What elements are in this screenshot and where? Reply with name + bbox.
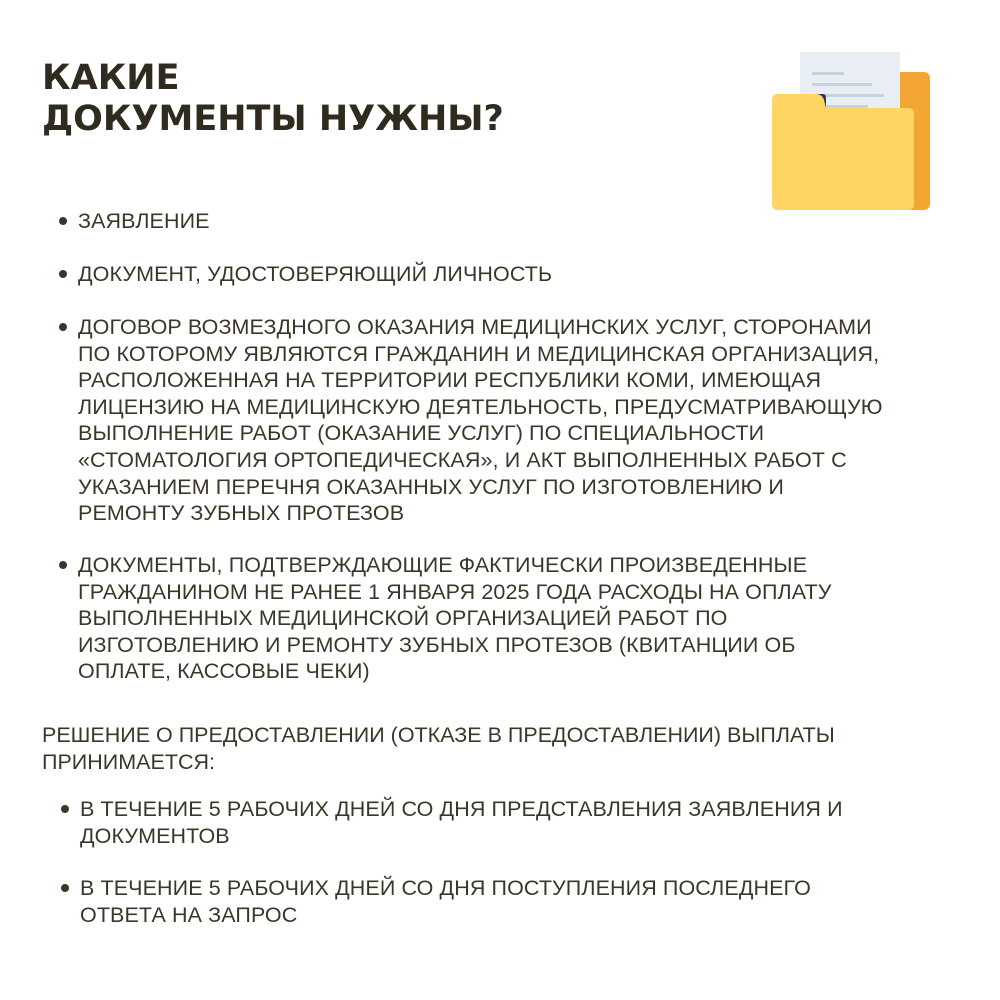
page-title-line-2: ДОКУМЕНТЫ НУЖНЫ? bbox=[42, 99, 504, 139]
bullet-icon bbox=[59, 561, 67, 569]
list-item-text-line: ИЗГОТОВЛЕНИЮ И РЕМОНТУ ЗУБНЫХ ПРОТЕЗОВ (КВИТАНЦИИ ОБ bbox=[78, 632, 796, 657]
list-item-text-line: ДОКУМЕНТОВ bbox=[80, 823, 230, 848]
list-item bbox=[80, 875, 970, 928]
list-item-text-line: ЛИЦЕНЗИЮ НА МЕДИЦИНСКУЮ ДЕЯТЕЛЬНОСТЬ, ПРЕДУСМАТРИВАЮЩУЮ bbox=[78, 394, 883, 419]
decision-heading-line: ПРИНИМАЕТСЯ: bbox=[42, 749, 215, 774]
list-item-text: ДОКУМЕНТ, УДОСТОВЕРЯЮЩИЙ ЛИЧНОСТЬ bbox=[78, 262, 553, 286]
list-item-text: ЗАЯВЛЕНИЕ bbox=[78, 209, 210, 233]
bullet-icon bbox=[61, 805, 69, 813]
list-item bbox=[78, 314, 968, 527]
bullet-icon bbox=[59, 217, 67, 225]
list-item-text-line: «СТОМАТОЛОГИЯ ОРТОПЕДИЧЕСКАЯ», И АКТ ВЫПОЛНЕННЫХ РАБОТ С bbox=[78, 447, 847, 472]
page-title-line-1: КАКИЕ bbox=[42, 58, 180, 98]
list-item bbox=[78, 208, 968, 235]
list-item-text-line: В ТЕЧЕНИЕ 5 РАБОЧИХ ДНЕЙ СО ДНЯ ПОСТУПЛЕНИЯ ПОСЛЕДНЕГО bbox=[80, 876, 811, 900]
list-item bbox=[78, 552, 968, 685]
list-item-text-line: ОПЛАТЕ, КАССОВЫЕ ЧЕКИ) bbox=[78, 659, 370, 684]
bullet-icon bbox=[59, 323, 67, 331]
list-item-text-line: ПО КОТОРОМУ ЯВЛЯЮТСЯ ГРАЖДАНИН И МЕДИЦИНСКАЯ ОРГАНИЗАЦИЯ, bbox=[78, 341, 880, 366]
list-item-text-line: ВЫПОЛНЕННЫХ МЕДИЦИНСКОЙ ОРГАНИЗАЦИЕЙ РАБОТ ПО bbox=[78, 606, 728, 631]
list-item-text-line: ГРАЖДАНИНОМ НЕ РАНЕЕ 1 ЯНВАРЯ 2025 ГОДА РАСХОДЫ НА ОПЛАТУ bbox=[78, 579, 832, 604]
decision-heading-line: РЕШЕНИЕ О ПРЕДОСТАВЛЕНИИ (ОТКАЗЕ В ПРЕДОСТАВЛЕНИИ) ВЫПЛАТЫ bbox=[42, 723, 835, 747]
list-item-text-line: УКАЗАНИЕМ ПЕРЕЧНЯ ОКАЗАННЫХ УСЛУГ ПО ИЗГОТОВЛЕНИЮ И bbox=[78, 474, 784, 499]
list-item-text-line: ВЫПОЛНЕНИЕ РАБОТ (ОКАЗАНИЕ УСЛУГ) ПО СПЕЦИАЛЬНОСТИ bbox=[78, 421, 765, 446]
decision-heading bbox=[42, 722, 962, 775]
list-item-text-line: ОТВЕТА НА ЗАПРОС bbox=[80, 902, 298, 927]
list-item bbox=[78, 261, 968, 288]
folder-with-documents-icon bbox=[768, 50, 934, 216]
list-item-text-line: РАСПОЛОЖЕННАЯ НА ТЕРРИТОРИИ РЕСПУБЛИКИ КОМИ, ИМЕЮЩАЯ bbox=[78, 368, 822, 393]
list-item-text-line: В ТЕЧЕНИЕ 5 РАБОЧИХ ДНЕЙ СО ДНЯ ПРЕДСТАВЛЕНИЯ ЗАЯВЛЕНИЯ И bbox=[80, 797, 843, 821]
list-item-text-line: РЕМОНТУ ЗУБНЫХ ПРОТЕЗОВ bbox=[78, 501, 405, 526]
list-item-text-line: ДОГОВОР ВОЗМЕЗДНОГО ОКАЗАНИЯ МЕДИЦИНСКИХ УСЛУГ, СТОРОНАМИ bbox=[78, 315, 872, 339]
bullet-icon bbox=[59, 270, 67, 278]
page-title bbox=[42, 58, 722, 140]
list-item-text-line: ДОКУМЕНТЫ, ПОДТВЕРЖДАЮЩИЕ ФАКТИЧЕСКИ ПРОИЗВЕДЕННЫЕ bbox=[78, 553, 808, 577]
bullet-icon bbox=[61, 884, 69, 892]
list-item bbox=[80, 796, 970, 849]
